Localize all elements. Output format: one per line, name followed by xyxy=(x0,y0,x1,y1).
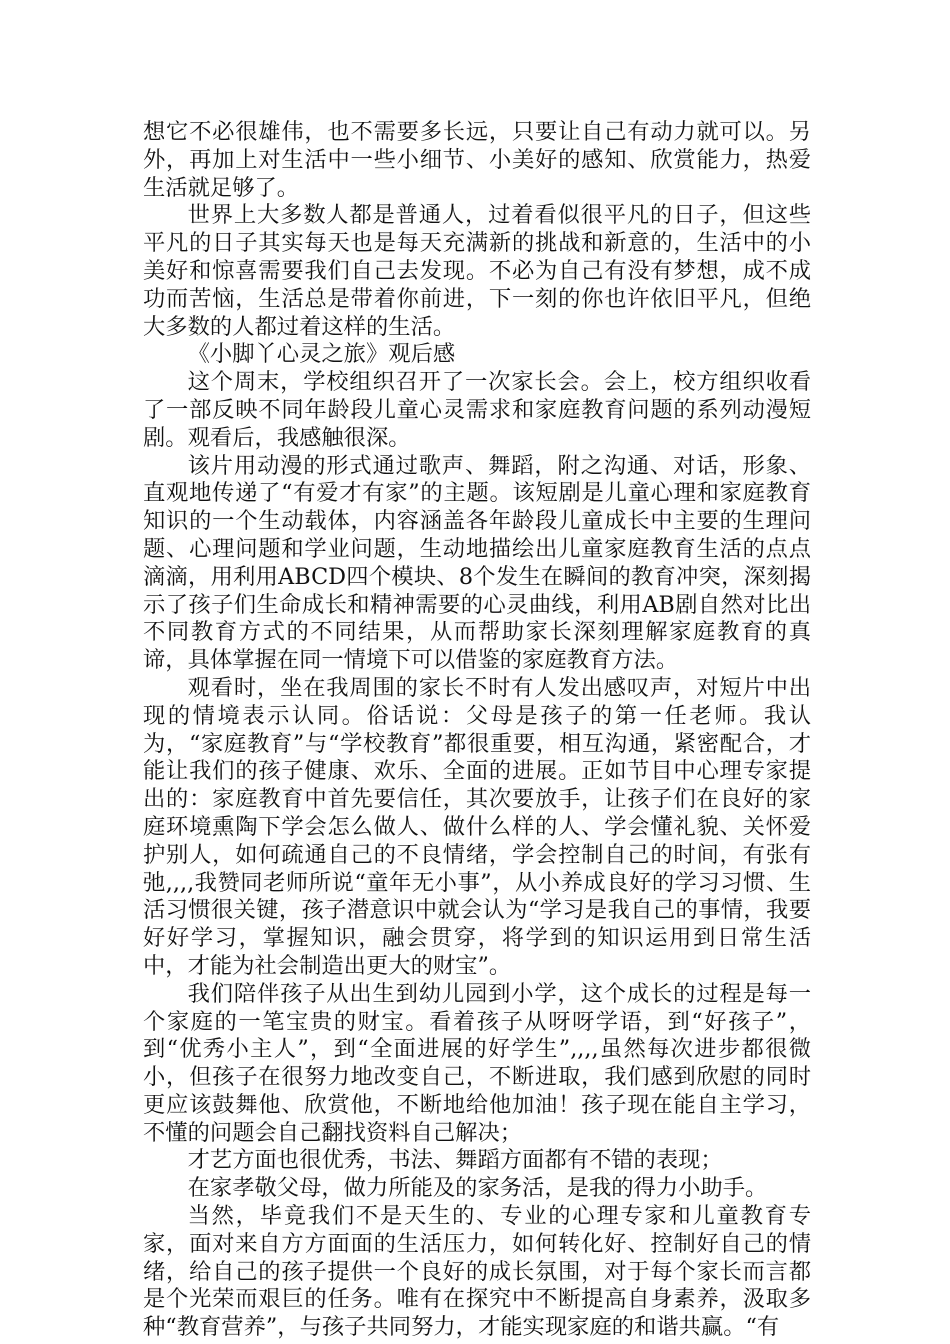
paragraph-growth: 我们陪伴孩子从出生到幼儿园到小学，这个成长的过程是每一个家庭的一笔宝贵的财宝。看着孩子从呀呀学语，到“好孩子”，到“优秀小主人”，到“全面进展的好学生”,,,,虽然每次进步都很微小，但孩子在很努力地改变自己，不断进取，我们感到欣慰的同时更应该鼓舞他、欣赏他，不断地给他加油！孩子现在能自主学习，不懂的问题会自己翻找资料自己解决； xyxy=(143,980,811,1146)
paragraph-conclusion: 当然，毕竟我们不是天生的、专业的心理专家和儿童教育专家，面对来自方方面面的生活压力，如何转化好、控制好自己的情绪，给自己的孩子提供一个良好的成长氛围，对于每个家长而言都是个光荣而艰巨的任务。唯有在探究中不断提高自身素养，汲取多种“教育营养”，与孩子共同努力，才能实现家庭的和谐共赢。“有 xyxy=(143,1203,811,1341)
paragraph-parent-meeting: 这个周末，学校组织召开了一次家长会。会上，校方组织收看了一部反映不同年龄段儿童心灵需求和家庭教育问题的系列动漫短剧。观看后，我感触很深。 xyxy=(143,369,811,451)
essay-title: 《小脚丫心灵之旅》观后感 xyxy=(187,341,456,368)
paragraph-talents: 才艺方面也很优秀，书法、舞蹈方面都有不错的表现； xyxy=(187,1147,723,1174)
paragraph-ordinary-people: 世界上大多数人都是普通人，过着看似很平凡的日子，但这些平凡的日子其实每天也是每天充满新的挑战和新意的，生活中的小美好和惊喜需要我们自己去发现。不必为自己有没有梦想，成不成功而苦恼，生活总是带着你前进，下一刻的你也许依旧平凡，但绝大多数的人都过着这样的生活。 xyxy=(143,202,811,340)
paragraph-continuation: 想它不必很雄伟，也不需要多长远，只要让自己有动力就可以。另外，再加上对生活中一些小细节、小美好的感知、欣赏能力，热爱生活就足够了。 xyxy=(143,119,811,201)
paragraph-helper: 在家孝敬父母，做力所能及的家务活，是我的得力小助手。 xyxy=(187,1175,768,1202)
document-page xyxy=(143,119,811,1342)
paragraph-film-description: 该片用动漫的形式通过歌声、舞蹈，附之沟通、对话，形象、直观地传递了“有爱才有家”的主题。该短剧是儿童心理和家庭教育知识的一个生动载体，内容涵盖各年龄段儿童成长中主要的生理问题、心理问题和学业问题，生动地描绘出儿童家庭教育生活的点点滴滴，用利用ABCD四个模块、8个发生在瞬间的教育冲突，深刻揭示了孩子们生命成长和精神需要的心灵曲线，利用AB剧自然对比出不同教育方式的不同结果，从而帮助家长深刻理解家庭教育的真谛，具体掌握在同一情境下可以借鉴的家庭教育方法。 xyxy=(143,452,811,674)
paragraph-viewing-thoughts: 观看时，坐在我周围的家长不时有人发出感叹声，对短片中出现的情境表示认同。俗话说：父母是孩子的第一任老师。我认为，“家庭教育”与“学校教育”都很重要，相互沟通，紧密配合，才能让我们的孩子健康、欢乐、全面的进展。正如节目中心理专家提出的：家庭教育中首先要信任，其次要放手，让孩子们在良好的家庭环境熏陶下学会怎么做人、做什么样的人、学会懂礼貌、关怀爱护别人，如何疏通自己的不良情绪，学会控制自己的时间，有张有弛,,,,我赞同老师所说“童年无小事”，从小养成良好的学习习惯、生活习惯很关键，孩子潜意识中就会认为“学习是我自己的事情，我要好好学习，掌握知识，融会贯穿，将学到的知识运用到日常生活中，才能为社会制造出更大的财宝”。 xyxy=(143,674,811,979)
